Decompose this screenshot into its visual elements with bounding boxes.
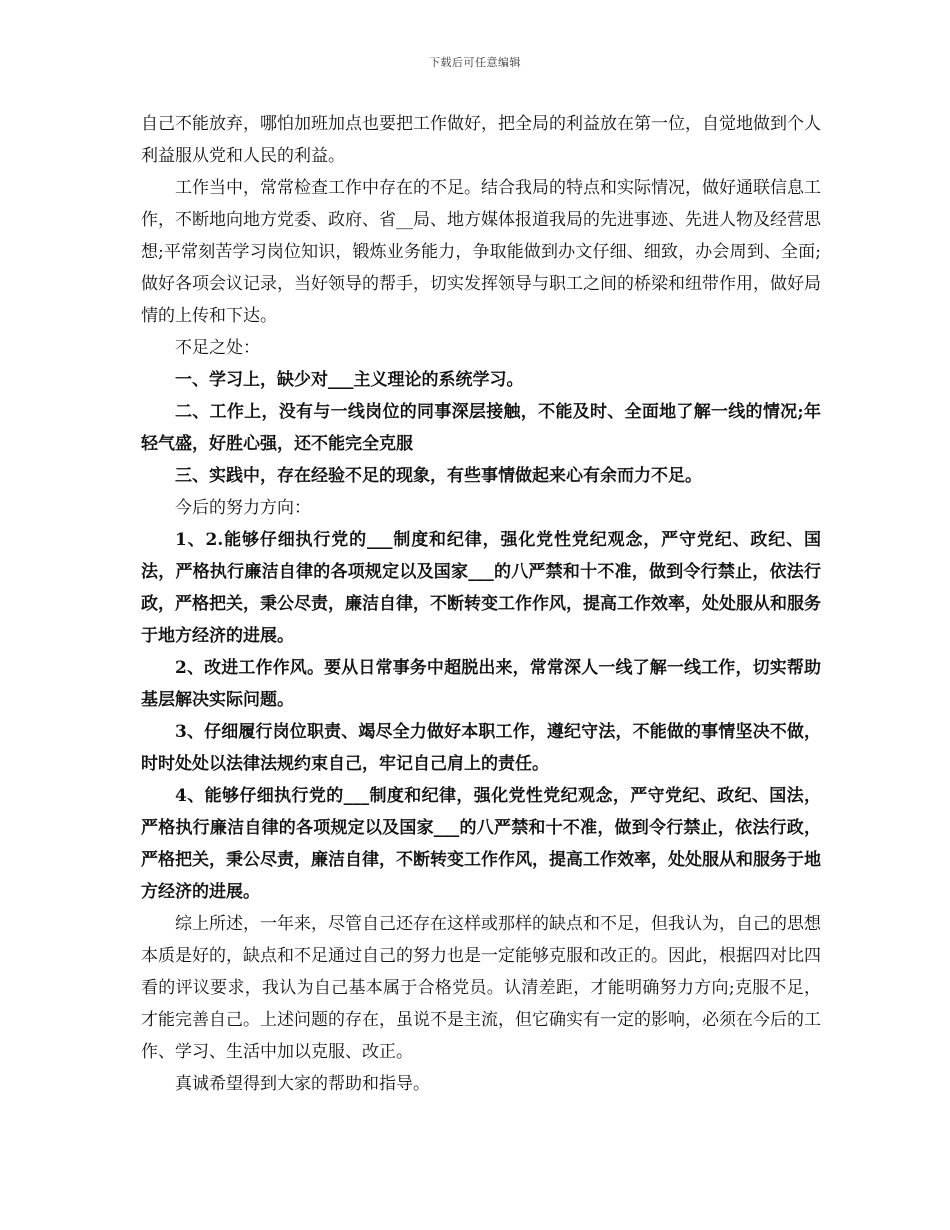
section-heading-shortcomings: 不足之处： xyxy=(175,338,260,358)
section-heading-direction: 今后的努力方向： xyxy=(175,498,311,518)
shortcoming-item-3: 三、实践中，存在经验不足的现象，有些事情做起来心有余而力不足。 xyxy=(175,466,702,486)
document-body xyxy=(141,108,821,1100)
direction-item-4: 4、能够仔细执行党的___制度和纪律，强化党性党纪观念，严守党纪、政纪、国法，严格执行廉洁自律的各项规定以及国家___的八严禁和十不准，做到令行禁止，依法行政，严格把关，秉公尽责，廉洁自律，不断转变工作作风，提高工作效率，处处服从和服务于地方经济的进展。 xyxy=(141,786,821,902)
direction-item-2: 2、改进工作作风。要从日常事务中超脱出来，常常深人一线了解一线工作，切实帮助基层解决实际问题。 xyxy=(141,658,821,710)
direction-item-3: 3、仔细履行岗位职责、竭尽全力做好本职工作，遵纪守法，不能做的事情坚决不做，时时处处以法律法规约束自己，牢记自己肩上的责任。 xyxy=(141,722,821,774)
paragraph-continuation: 自己不能放弃，哪怕加班加点也要把工作做好，把全局的利益放在第一位，自觉地做到个人利益服从党和人民的利益。 xyxy=(141,114,821,166)
direction-item-1: 1、2.能够仔细执行党的___制度和纪律，强化党性党纪观念，严守党纪、政纪、国法，严格执行廉洁自律的各项规定以及国家___的八严禁和十不准，做到令行禁止，依法行政，严格把关，秉公尽责，廉洁自律，不断转变工作作风，提高工作效率，处处服从和服务于地方经济的进展。 xyxy=(141,530,821,646)
paragraph-work-review: 工作当中，常常检查工作中存在的不足。结合我局的特点和实际情况，做好通联信息工作，不断地向地方党委、政府、省__局、地方媒体报道我局的先进事迹、先进人物及经营思想;平常刻苦学习岗位知识，锻炼业务能力，争取能做到办文仔细、细致，办会周到、全面;做好各项会议记录，当好领导的帮手，切实发挥领导与职工之间的桥梁和纽带作用，做好局情的上传和下达。 xyxy=(141,178,821,326)
paragraph-closing: 真诚希望得到大家的帮助和指导。 xyxy=(175,1074,430,1094)
paragraph-conclusion: 综上所述，一年来，尽管自己还存在这样或那样的缺点和不足，但我认为，自己的思想本质是好的，缺点和不足通过自己的努力也是一定能够克服和改正的。因此，根据四对比四看的评议要求，我认为自己基本属于合格党员。认清差距，才能明确努力方向;克服不足，才能完善自己。上述问题的存在，虽说不是主流，但它确实有一定的影响，必须在今后的工作、学习、生活中加以克服、改正。 xyxy=(141,914,821,1062)
shortcoming-item-1: 一、学习上，缺少对___主义理论的系统学习。 xyxy=(175,370,524,390)
header-note: 下载后可任意编辑 xyxy=(429,56,521,69)
shortcoming-item-2: 二、工作上，没有与一线岗位的同事深层接触，不能及时、全面地了解一线的情况;年轻气盛，好胜心强，还不能完全克服 xyxy=(141,402,821,454)
